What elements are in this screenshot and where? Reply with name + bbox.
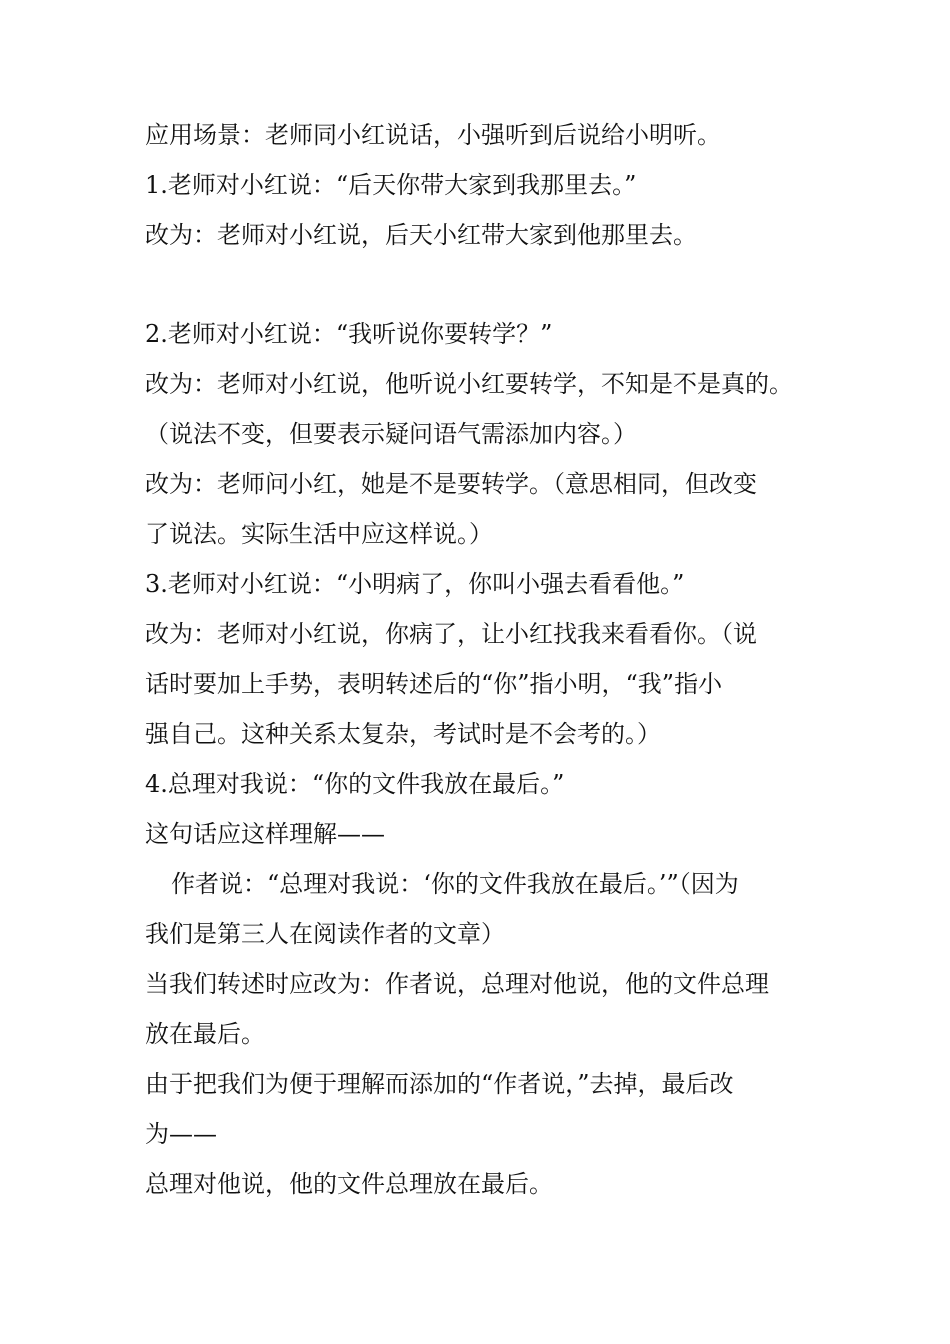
paragraph-line: 由于把我们为便于理解而添加的“作者说，”去掉，最后改	[145, 1070, 734, 1098]
paragraph-line: 当我们转述时应改为：作者说，总理对他说，他的文件总理	[145, 970, 769, 998]
paragraph-line: 1.老师对小红说：“后天你带大家到我那里去。”	[145, 171, 637, 199]
paragraph-line: 话时要加上手势，表明转述后的“你”指小明，“我”指小	[145, 670, 723, 698]
document-body	[145, 110, 810, 1209]
paragraph-line: 这句话应这样理解——	[145, 820, 385, 848]
paragraph-line: 为——	[145, 1120, 217, 1148]
paragraph-line: 放在最后。	[145, 1020, 265, 1048]
paragraph-line: 总理对他说，他的文件总理放在最后。	[145, 1170, 553, 1198]
paragraph-line: 改为：老师对小红说，后天小红带大家到他那里去。	[145, 221, 697, 249]
paragraph-line: 改为：老师对小红说，他听说小红要转学，不知是不是真的。	[145, 370, 793, 398]
paragraph-spacer	[145, 260, 810, 309]
paragraph-line: 改为：老师问小红，她是不是要转学。（意思相同，但改变	[145, 470, 757, 498]
paragraph-line: 2.老师对小红说：“我听说你要转学？”	[145, 320, 553, 348]
paragraph-line: 强自己。这种关系太复杂，考试时是不会考的。）	[145, 720, 661, 748]
paragraph-line: 应用场景：老师同小红说话，小强听到后说给小明听。	[145, 121, 721, 149]
paragraph-line: 4.总理对我说：“你的文件我放在最后。”	[145, 770, 565, 798]
paragraph-line: 作者说：“总理对我说：‘你的文件我放在最后。’”（因为	[171, 870, 739, 898]
paragraph-line: 我们是第三人在阅读作者的文章）	[145, 920, 505, 948]
paragraph-line: 了说法。实际生活中应这样说。）	[145, 520, 493, 548]
paragraph-line: 改为：老师对小红说，你病了，让小红找我来看看你。（说	[145, 620, 757, 648]
paragraph-line: （说法不变，但要表示疑问语气需添加内容。）	[145, 420, 637, 448]
paragraph-line: 3.老师对小红说：“小明病了，你叫小强去看看他。”	[145, 570, 685, 598]
